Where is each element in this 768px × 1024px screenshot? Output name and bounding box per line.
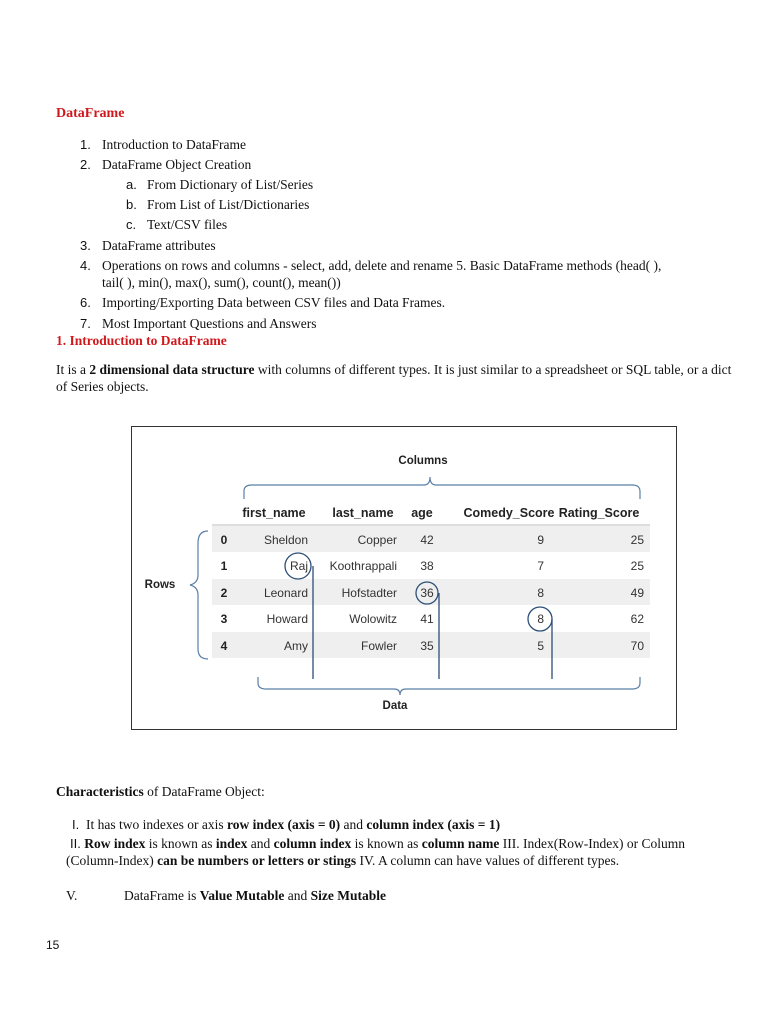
- characteristic-item-text: DataFrame is Value Mutable and Size Mutable: [124, 888, 386, 903]
- cell: 8: [537, 612, 544, 626]
- section-heading: 1. Introduction to DataFrame: [56, 333, 227, 348]
- cell: 41: [420, 612, 434, 626]
- toc-number: 7.: [80, 316, 91, 331]
- cell: 42: [420, 533, 434, 547]
- characteristics-heading: Characteristics of DataFrame Object:: [56, 784, 265, 799]
- toc-number: 2.: [80, 157, 91, 172]
- cell: Sheldon: [263, 533, 308, 547]
- cell: Howard: [266, 612, 308, 626]
- toc-number: 4.: [80, 258, 91, 273]
- columns-brace: [244, 477, 640, 499]
- toc-subitem: From List of List/Dictionaries: [147, 197, 310, 212]
- index-label: 1: [220, 559, 228, 573]
- data-brace: [258, 677, 640, 695]
- toc-item-continued: tail( ), min(), max(), sum(), count(), mean()): [102, 275, 341, 290]
- index-label: 0: [220, 533, 228, 547]
- cell: 35: [420, 639, 434, 653]
- dataframe-figure: [131, 426, 677, 730]
- cell: Fowler: [360, 639, 397, 653]
- toc-number: 1.: [80, 137, 91, 152]
- cell: 8: [537, 586, 544, 600]
- cell: Koothrappali: [329, 559, 397, 573]
- index-label: 4: [220, 639, 228, 653]
- toc-subitem: Text/CSV files: [147, 217, 228, 232]
- toc-subnumber: b.: [126, 197, 137, 212]
- toc-item: Most Important Questions and Answers: [102, 316, 317, 331]
- characteristic-item: I. It has two indexes or axis row index (axis = 0) and column index (axis = 1): [72, 817, 501, 832]
- toc-item: Introduction to DataFrame: [102, 137, 246, 152]
- header-row: [242, 506, 639, 520]
- cell: Raj: [289, 559, 308, 573]
- cell: 62: [630, 612, 644, 626]
- columns-label: Columns: [398, 455, 448, 467]
- index-label: 2: [220, 586, 228, 600]
- cell: 38: [420, 559, 434, 573]
- cell: Leonard: [263, 586, 308, 600]
- data-highlights: [285, 553, 552, 679]
- data-label: Data: [382, 700, 408, 712]
- roman-numeral: V.: [66, 888, 78, 903]
- column-header: last_name: [332, 506, 394, 520]
- column-header: Rating_Score: [558, 506, 640, 520]
- toc-subitem: From Dictionary of List/Series: [147, 177, 314, 192]
- document-heading: DataFrame: [56, 106, 125, 121]
- cell: 7: [537, 559, 544, 573]
- cell: 36: [420, 586, 434, 600]
- cell: Wolowitz: [349, 612, 397, 626]
- rows-label: Rows: [144, 579, 176, 591]
- cell: Amy: [284, 639, 308, 653]
- cell: 49: [630, 586, 644, 600]
- characteristic-item: II. Row index is known as index and column index is known as column name III. Index(Row-Index) or Column (Column-Index) can be numbers or letters or stings IV. A column can have values of different types.: [66, 836, 685, 868]
- toc-subnumber: c.: [126, 217, 137, 232]
- toc-item: Importing/Exporting Data between CSV files and Data Frames.: [102, 295, 446, 310]
- cell: 25: [630, 559, 644, 573]
- page-number: 15: [46, 938, 60, 952]
- cell: 70: [630, 639, 644, 653]
- toc-subnumber: a.: [126, 177, 137, 192]
- cell: 9: [537, 533, 544, 547]
- intro-paragraph: It is a 2 dimensional data structure with columns of different types. It is just similar to a spreadsheet or SQL table, or a dict of Series objects.: [56, 362, 732, 394]
- rows-brace: [190, 531, 208, 659]
- roman-numeral: II.: [70, 836, 81, 851]
- toc-item: DataFrame Object Creation: [102, 157, 252, 172]
- cell: 25: [630, 533, 644, 547]
- cell: Copper: [357, 533, 397, 547]
- toc-item: DataFrame attributes: [102, 238, 216, 253]
- cell: Hofstadter: [341, 586, 397, 600]
- toc-item: Operations on rows and columns - select, add, delete and rename 5. Basic DataFrame methods (head( ),: [102, 258, 662, 273]
- toc-number: 3.: [80, 238, 91, 253]
- column-header: Comedy_Score: [463, 506, 555, 520]
- index-label: 3: [220, 612, 228, 626]
- column-header: age: [411, 506, 433, 520]
- column-header: first_name: [242, 506, 306, 520]
- cell: 5: [537, 639, 544, 653]
- roman-numeral: I.: [72, 817, 80, 832]
- toc-number: 6.: [80, 295, 91, 310]
- dataframe-diagram: [132, 427, 676, 729]
